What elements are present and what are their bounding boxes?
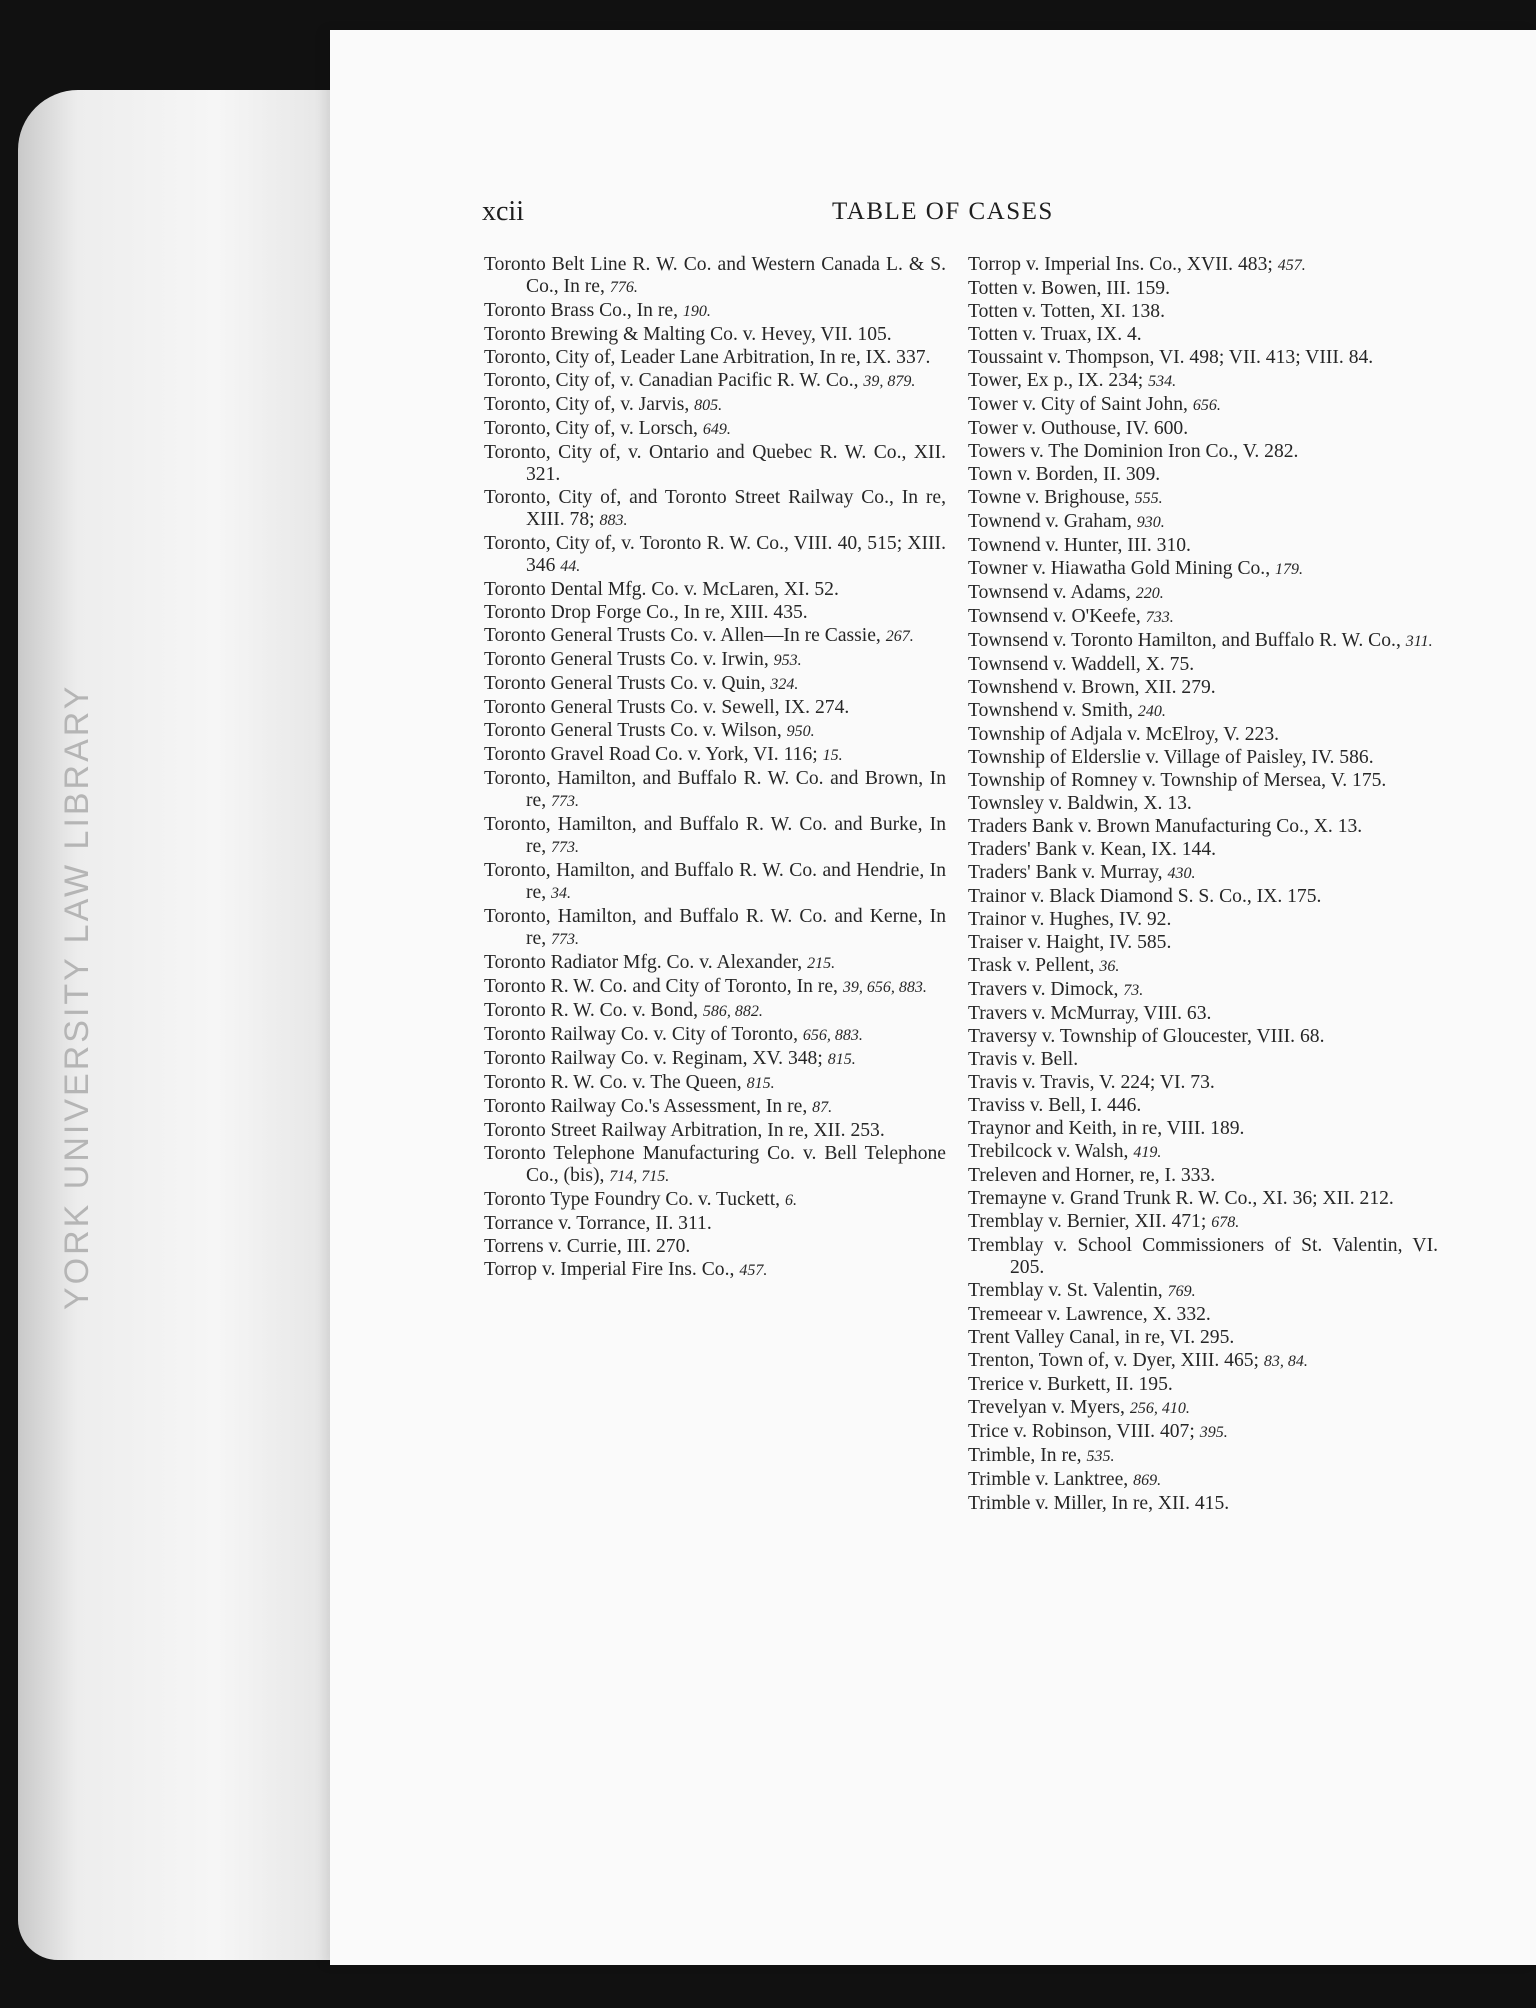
case-citation: Toronto R. W. Co. v. Bond, (484, 1000, 698, 1021)
case-entry (484, 394, 946, 417)
case-entry (484, 1072, 946, 1095)
case-entry (484, 418, 946, 441)
page-reference: 215. (807, 955, 836, 972)
case-citation: Toronto Railway Co.'s Assessment, In re, (484, 1096, 808, 1117)
page-reference: 256, 410. (1129, 1400, 1190, 1417)
case-entry (484, 744, 946, 767)
case-entry (484, 625, 946, 648)
case-citation: Travers v. McMurray, VIII. 63. (968, 1003, 1212, 1024)
case-entry (968, 1445, 1438, 1468)
page-reference: 776. (609, 279, 638, 296)
case-entry (968, 535, 1438, 557)
left-column (484, 254, 946, 1283)
case-entry (968, 1118, 1438, 1140)
page-reference: 220. (1135, 585, 1164, 602)
case-citation: Trice v. Robinson, VIII. 407; (968, 1421, 1195, 1442)
case-citation: Trimble v. Miller, In re, XII. 415. (968, 1493, 1230, 1514)
case-entry (968, 1165, 1438, 1187)
case-citation: Toronto, City of, and Toronto Street Railway Co., In re, XIII. 78; (484, 487, 946, 530)
case-entry (484, 1048, 946, 1071)
page-reference: 678. (1211, 1214, 1240, 1231)
case-entry (968, 1374, 1438, 1396)
case-entry (484, 1236, 946, 1258)
case-entry (968, 1469, 1438, 1492)
case-citation: Torrop v. Imperial Ins. Co., XVII. 483; (968, 254, 1273, 275)
page-reference: 311. (1405, 633, 1433, 650)
case-entry (968, 558, 1438, 581)
case-citation: Toronto R. W. Co. and City of Toronto, In re, (484, 976, 838, 997)
case-citation: Trask v. Pellent, (968, 955, 1095, 976)
case-citation: Toronto Brass Co., In re, (484, 300, 678, 321)
case-citation: Traders Bank v. Brown Manufacturing Co., X. 13. (968, 816, 1363, 837)
page-reference: 44. (560, 558, 581, 575)
case-entry (968, 839, 1438, 861)
case-entry (968, 582, 1438, 605)
case-entry (968, 909, 1438, 931)
page-reference: 34. (551, 885, 572, 902)
case-citation: Townend v. Hunter, III. 310. (968, 535, 1191, 556)
case-entry (484, 1213, 946, 1235)
case-entry (968, 1141, 1438, 1164)
case-citation: Town v. Borden, II. 309. (968, 464, 1161, 485)
case-entry (968, 278, 1438, 300)
case-citation: Travers v. Dimock, (968, 979, 1119, 1000)
case-citation: Toronto, Hamilton, and Buffalo R. W. Co. and Kerne, In re, (484, 906, 946, 949)
case-entry (484, 814, 946, 859)
case-citation: Tower v. Outhouse, IV. 600. (968, 418, 1189, 439)
case-citation: Trebilcock v. Walsh, (968, 1141, 1129, 1162)
page-reference: 930. (1136, 514, 1165, 531)
case-entry (968, 511, 1438, 534)
case-entry (484, 442, 946, 486)
case-citation: Tower, Ex p., IX. 234; (968, 370, 1144, 391)
case-entry (484, 720, 946, 743)
page-reference: 586, 882. (702, 1003, 763, 1020)
case-entry (968, 770, 1438, 792)
case-citation: Traders' Bank v. Murray, (968, 862, 1163, 883)
case-citation: Tower v. City of Saint John, (968, 394, 1188, 415)
case-citation: Traviss v. Bell, I. 446. (968, 1095, 1142, 1116)
page-reference: 869. (1133, 1472, 1162, 1489)
case-citation: Toronto, Hamilton, and Buffalo R. W. Co. and Burke, In re, (484, 814, 946, 857)
case-citation: Totten v. Truax, IX. 4. (968, 324, 1142, 345)
page-reference: 656. (1192, 397, 1221, 414)
page-reference: 656, 883. (802, 1027, 863, 1044)
case-citation: Toronto Railway Co. v. Reginam, XV. 348; (484, 1048, 823, 1069)
case-entry (968, 1095, 1438, 1117)
case-citation: Townsend v. O'Keefe, (968, 606, 1141, 627)
case-citation: Trent Valley Canal, in re, VI. 295. (968, 1327, 1235, 1348)
case-citation: Toronto Railway Co. v. City of Toronto, (484, 1024, 799, 1045)
case-entry (968, 324, 1438, 346)
page-reference: 773. (551, 931, 580, 948)
case-citation: Totten v. Bowen, III. 159. (968, 278, 1170, 299)
case-citation: Toronto Telephone Manufacturing Co. v. Bell Telephone Co., (bis), (484, 1143, 946, 1186)
case-citation: Traders' Bank v. Kean, IX. 144. (968, 839, 1217, 860)
case-citation: Traiser v. Haight, IV. 585. (968, 932, 1172, 953)
case-citation: Travis v. Bell. (968, 1049, 1079, 1070)
case-citation: Towner v. Hiawatha Gold Mining Co., (968, 558, 1271, 579)
case-entry (484, 673, 946, 696)
case-citation: Trainor v. Black Diamond S. S. Co., IX. 175. (968, 886, 1322, 907)
page-reference: 240. (1137, 703, 1166, 720)
case-citation: Toronto, City of, v. Canadian Pacific R. W. Co., (484, 370, 859, 391)
right-column (968, 254, 1438, 1516)
case-entry (968, 1350, 1438, 1373)
case-entry (484, 347, 946, 369)
case-citation: Toronto Type Foundry Co. v. Tuckett, (484, 1189, 781, 1210)
case-entry (484, 1024, 946, 1047)
case-entry (484, 254, 946, 299)
case-citation: Toronto Drop Forge Co., In re, XIII. 435. (484, 602, 808, 623)
page-reference: 805. (694, 397, 723, 414)
case-entry (968, 1421, 1438, 1444)
case-citation: Totten v. Totten, XI. 138. (968, 301, 1165, 322)
page-reference: 769. (1167, 1283, 1196, 1300)
case-entry (484, 324, 946, 346)
case-entry (968, 1049, 1438, 1071)
case-citation: Townsend v. Waddell, X. 75. (968, 654, 1195, 675)
case-citation: Toronto Dental Mfg. Co. v. McLaren, XI. 52. (484, 579, 839, 600)
case-citation: Toronto, Hamilton, and Buffalo R. W. Co. and Hendrie, In re, (484, 860, 946, 903)
case-citation: Towne v. Brighouse, (968, 487, 1130, 508)
case-citation: Torrance v. Torrance, II. 311. (484, 1213, 712, 1234)
case-entry (968, 932, 1438, 954)
case-citation: Torrens v. Currie, III. 270. (484, 1236, 691, 1257)
case-entry (968, 700, 1438, 723)
page-number: xcii (482, 196, 524, 227)
case-entry (968, 630, 1438, 653)
case-entry (968, 1327, 1438, 1349)
page-reference: 534. (1148, 373, 1177, 390)
case-citation: Tremblay v. School Commissioners of St. Valentin, VI. 205. (968, 1235, 1438, 1278)
case-entry (968, 464, 1438, 486)
case-entry (968, 606, 1438, 629)
case-citation: Township of Adjala v. McElroy, V. 223. (968, 724, 1280, 745)
page-reference: 179. (1275, 561, 1304, 578)
page-reference: 773. (551, 793, 580, 810)
page-reference: 73. (1123, 982, 1144, 999)
page-reference: 773. (551, 839, 580, 856)
case-entry (968, 1235, 1438, 1279)
case-entry (484, 300, 946, 323)
case-citation: Toronto Belt Line R. W. Co. and Western Canada L. & S. Co., In re, (484, 254, 946, 297)
case-entry (968, 886, 1438, 908)
case-entry (968, 254, 1438, 277)
case-entry (484, 1189, 946, 1212)
case-citation: Trimble, In re, (968, 1445, 1082, 1466)
case-entry (484, 952, 946, 975)
case-entry (968, 747, 1438, 769)
page-reference: 883. (599, 512, 628, 529)
case-citation: Toronto General Trusts Co. v. Irwin, (484, 649, 769, 670)
case-entry (968, 1072, 1438, 1094)
case-citation: Traynor and Keith, in re, VIII. 189. (968, 1118, 1245, 1139)
case-entry (484, 1000, 946, 1023)
page-reference: 950. (786, 723, 815, 740)
case-citation: Townsend v. Toronto Hamilton, and Buffalo R. W. Co., (968, 630, 1401, 651)
case-citation: Townend v. Graham, (968, 511, 1132, 532)
case-entry (968, 724, 1438, 746)
case-entry (968, 394, 1438, 417)
case-entry (484, 1259, 946, 1282)
case-citation: Tremayne v. Grand Trunk R. W. Co., XI. 36; XII. 212. (968, 1188, 1394, 1209)
case-entry (968, 979, 1438, 1002)
case-citation: Treleven and Horner, re, I. 333. (968, 1165, 1216, 1186)
case-citation: Townsend v. Adams, (968, 582, 1131, 603)
case-citation: Toronto Street Railway Arbitration, In re, XII. 253. (484, 1120, 885, 1141)
page-reference: 83, 84. (1263, 1353, 1308, 1370)
page-reference: 457. (1277, 257, 1306, 274)
case-entry (484, 860, 946, 905)
case-citation: Toussaint v. Thompson, VI. 498; VII. 413; VIII. 84. (968, 347, 1374, 368)
case-entry (968, 441, 1438, 463)
case-entry (968, 1493, 1438, 1515)
page-reference: 15. (822, 747, 843, 764)
case-citation: Traversy v. Township of Gloucester, VIII. 68. (968, 1026, 1325, 1047)
case-entry (968, 347, 1438, 369)
page-reference: 395. (1199, 1424, 1228, 1441)
case-entry (484, 487, 946, 532)
case-citation: Tremeear v. Lawrence, X. 332. (968, 1304, 1211, 1325)
case-entry (968, 418, 1438, 440)
case-entry (968, 1304, 1438, 1326)
case-citation: Trimble v. Lanktree, (968, 1469, 1129, 1490)
case-citation: Towers v. The Dominion Iron Co., V. 282. (968, 441, 1299, 462)
case-citation: Toronto, City of, Leader Lane Arbitration, In re, IX. 337. (484, 347, 931, 368)
case-entry (484, 976, 946, 999)
case-citation: Townshend v. Brown, XII. 279. (968, 677, 1216, 698)
page-reference: 953. (773, 652, 802, 669)
case-citation: Toronto, City of, v. Ontario and Quebec R. W. Co., XII. 321. (484, 442, 946, 485)
case-citation: Toronto, Hamilton, and Buffalo R. W. Co. and Brown, In re, (484, 768, 946, 811)
page-reference: 457. (739, 1262, 768, 1279)
case-entry (968, 301, 1438, 323)
case-entry (484, 1143, 946, 1188)
case-citation: Toronto, City of, v. Lorsch, (484, 418, 698, 439)
case-citation: Toronto, City of, v. Toronto R. W. Co., VIII. 40, 515; XIII. 346 (484, 533, 946, 576)
case-entry (484, 697, 946, 719)
case-citation: Toronto, City of, v. Jarvis, (484, 394, 690, 415)
case-entry (968, 816, 1438, 838)
case-citation: Tremblay v. St. Valentin, (968, 1280, 1163, 1301)
case-entry (968, 370, 1438, 393)
case-entry (968, 793, 1438, 815)
case-entry (968, 1188, 1438, 1210)
running-title: TABLE OF CASES (832, 198, 1054, 225)
case-citation: Townsley v. Baldwin, X. 13. (968, 793, 1192, 814)
page-header (482, 196, 1492, 236)
page-reference: 190. (682, 303, 711, 320)
case-citation: Tremblay v. Bernier, XII. 471; (968, 1211, 1207, 1232)
case-entry (968, 677, 1438, 699)
case-citation: Travis v. Travis, V. 224; VI. 73. (968, 1072, 1215, 1093)
case-citation: Toronto General Trusts Co. v. Wilson, (484, 720, 782, 741)
case-citation: Township of Elderslie v. Village of Paisley, IV. 586. (968, 747, 1374, 768)
page-reference: 815. (827, 1051, 856, 1068)
page-reference: 733. (1145, 609, 1174, 626)
case-citation: Trainor v. Hughes, IV. 92. (968, 909, 1172, 930)
case-entry (484, 1096, 946, 1119)
page-reference: 815. (746, 1075, 775, 1092)
case-entry (968, 1211, 1438, 1234)
case-entry (484, 579, 946, 601)
page-reference: 39, 656, 883. (842, 979, 927, 996)
page-reference: 324. (770, 676, 799, 693)
case-entry (968, 955, 1438, 978)
case-citation: Toronto General Trusts Co. v. Sewell, IX. 274. (484, 697, 850, 718)
case-citation: Toronto General Trusts Co. v. Allen—In re Cassie, (484, 625, 881, 646)
page-reference: 555. (1134, 490, 1163, 507)
case-citation: Toronto General Trusts Co. v. Quin, (484, 673, 766, 694)
page-reference: 267. (885, 628, 914, 645)
case-citation: Township of Romney v. Township of Mersea, V. 175. (968, 770, 1387, 791)
case-citation: Toronto Radiator Mfg. Co. v. Alexander, (484, 952, 803, 973)
case-entry (484, 768, 946, 813)
case-entry (968, 487, 1438, 510)
page-reference: 430. (1167, 865, 1196, 882)
page-reference: 714, 715. (609, 1168, 670, 1185)
page-reference: 535. (1086, 1448, 1115, 1465)
case-citation: Toronto R. W. Co. v. The Queen, (484, 1072, 742, 1093)
case-citation: Trerice v. Burkett, II. 195. (968, 1374, 1173, 1395)
case-entry (968, 1003, 1438, 1025)
case-citation: Toronto Brewing & Malting Co. v. Hevey, VII. 105. (484, 324, 892, 345)
page-reference: 649. (702, 421, 731, 438)
case-citation: Townshend v. Smith, (968, 700, 1133, 721)
case-entry (968, 1026, 1438, 1048)
library-stamp: YORK UNIVERSITY LAW LIBRARY (58, 683, 96, 1310)
case-entry (968, 1280, 1438, 1303)
page-reference: 87. (812, 1099, 833, 1116)
page-reference: 6. (784, 1192, 797, 1209)
case-entry (484, 602, 946, 624)
case-citation: Trevelyan v. Myers, (968, 1397, 1125, 1418)
case-entry (484, 906, 946, 951)
page-reference: 419. (1133, 1144, 1162, 1161)
case-entry (484, 533, 946, 578)
case-citation: Torrop v. Imperial Fire Ins. Co., (484, 1259, 735, 1280)
case-entry (484, 1120, 946, 1142)
case-citation: Toronto Gravel Road Co. v. York, VI. 116; (484, 744, 818, 765)
case-entry (968, 654, 1438, 676)
case-entry (968, 1397, 1438, 1420)
case-entry (484, 649, 946, 672)
case-citation: Trenton, Town of, v. Dyer, XIII. 465; (968, 1350, 1259, 1371)
page-reference: 39, 879. (863, 373, 916, 390)
case-entry (968, 862, 1438, 885)
page-reference: 36. (1099, 958, 1120, 975)
case-entry (484, 370, 946, 393)
